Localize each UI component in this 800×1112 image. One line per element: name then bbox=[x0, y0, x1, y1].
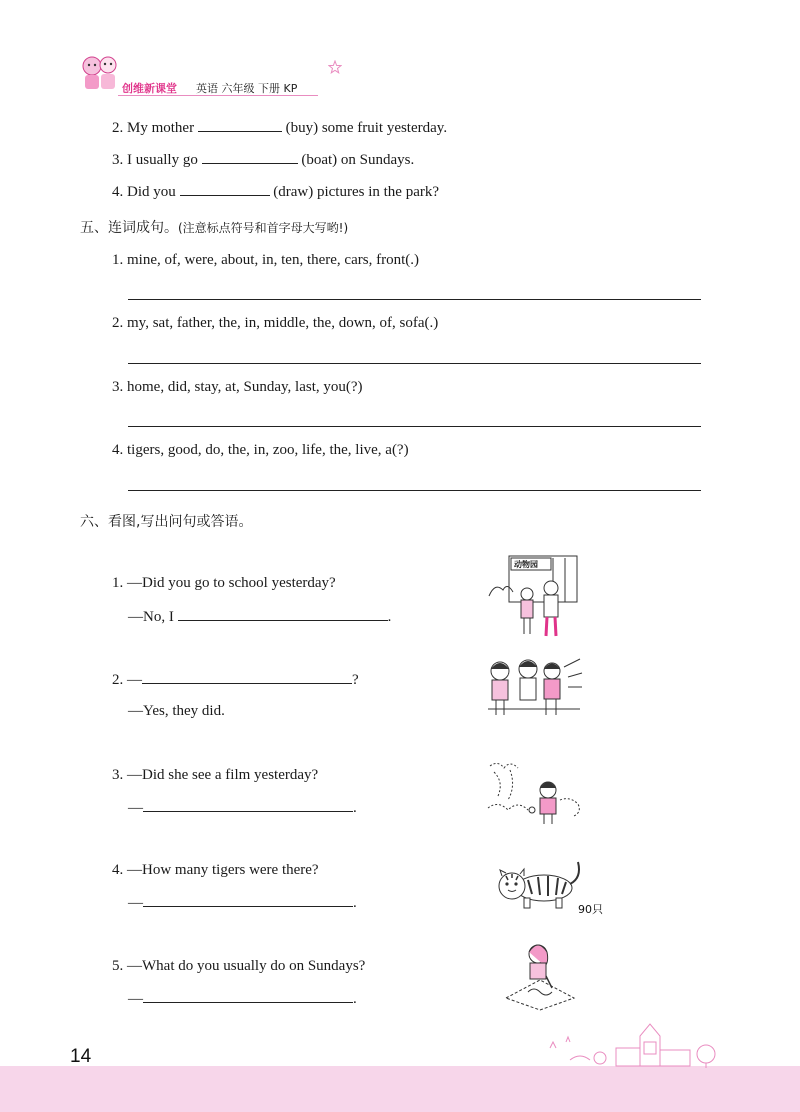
footer-band bbox=[0, 1066, 800, 1112]
picture-question-4 bbox=[112, 860, 319, 880]
answer-line[interactable] bbox=[128, 363, 701, 364]
picture-question-1 bbox=[112, 573, 336, 593]
answer-blank[interactable] bbox=[180, 181, 270, 196]
page-number: 14 bbox=[70, 1046, 92, 1067]
item-number: 2. bbox=[112, 315, 124, 331]
word-order-item-1 bbox=[112, 250, 419, 270]
answer-end: . bbox=[353, 800, 357, 816]
item-text-after: on Sundays. bbox=[340, 152, 415, 168]
fill-blank-item-3 bbox=[112, 149, 414, 170]
footer-castle-decoration bbox=[540, 1020, 740, 1068]
answer-line[interactable] bbox=[128, 299, 701, 300]
item-number: 1. bbox=[112, 575, 124, 591]
word-list: mine, of, were, about, in, ten, there, cars, front(.) bbox=[127, 252, 419, 268]
star-decoration-icon bbox=[328, 60, 342, 74]
item-number: 2. bbox=[112, 120, 124, 136]
word-hint: (draw) bbox=[273, 184, 314, 200]
answer-prefix: — bbox=[128, 895, 143, 911]
question-prefix: — bbox=[127, 672, 142, 688]
zoo-gate-picture bbox=[487, 552, 587, 640]
answer-prefix: — bbox=[128, 800, 143, 816]
answer-blank[interactable] bbox=[143, 892, 353, 907]
picture-question-2 bbox=[112, 669, 359, 690]
picture-question-5 bbox=[112, 956, 365, 976]
word-order-item-4 bbox=[112, 440, 409, 460]
question-blank[interactable] bbox=[142, 669, 352, 684]
page-header bbox=[78, 52, 338, 98]
answer-blank[interactable] bbox=[202, 149, 298, 164]
header-underline bbox=[118, 95, 318, 96]
answer-blank[interactable] bbox=[143, 797, 353, 812]
answer-blank[interactable] bbox=[143, 988, 353, 1003]
item-number: 3. bbox=[112, 379, 124, 395]
question-text: —Did you go to school yesterday? bbox=[127, 575, 336, 591]
item-number: 2. bbox=[112, 672, 124, 688]
answer-line[interactable] bbox=[128, 490, 701, 491]
item-number: 3. bbox=[112, 152, 124, 168]
word-hint: (buy) bbox=[285, 120, 319, 136]
item-number: 4. bbox=[112, 442, 124, 458]
question-text: —Did she see a film yesterday? bbox=[127, 767, 319, 783]
answer-end: . bbox=[353, 991, 357, 1007]
word-order-item-2 bbox=[112, 313, 438, 333]
item-number: 3. bbox=[112, 767, 124, 783]
answer-blank[interactable] bbox=[198, 117, 282, 132]
answer-prefix: —No, I bbox=[128, 609, 174, 625]
fill-blank-item-4 bbox=[112, 181, 439, 202]
word-list: home, did, stay, at, Sunday, last, you(?) bbox=[127, 379, 363, 395]
children-shopping-picture bbox=[484, 657, 584, 717]
section-title: 五、连词成句。 bbox=[80, 220, 178, 236]
answer-line[interactable] bbox=[128, 426, 701, 427]
book-meta: 英语 六年级 下册 KP bbox=[196, 82, 298, 95]
item-text-before: Did you bbox=[127, 184, 176, 200]
section-5-heading bbox=[80, 218, 348, 238]
series-title: 创维新课堂 bbox=[122, 82, 177, 95]
item-number: 1. bbox=[112, 252, 124, 268]
question-text: —How many tigers were there? bbox=[127, 862, 319, 878]
word-hint: (boat) bbox=[301, 152, 338, 168]
picture-question-3 bbox=[112, 765, 318, 785]
header-kids-illustration bbox=[78, 52, 122, 96]
item-number: 4. bbox=[112, 862, 124, 878]
item-text-after: some fruit yesterday. bbox=[321, 120, 448, 136]
answer-blank[interactable] bbox=[178, 606, 388, 621]
girl-drawing-picture bbox=[500, 940, 580, 1012]
section-6-heading: 六、看图,写出问句或答语。 bbox=[80, 514, 253, 530]
answer-end: . bbox=[387, 609, 392, 625]
fill-blank-item-2 bbox=[112, 117, 447, 138]
section-note: (注意标点符号和首字母大写哟!) bbox=[178, 221, 349, 235]
word-list: my, sat, father, the, in, middle, the, down, of, sofa(.) bbox=[127, 315, 439, 331]
item-text-before: My mother bbox=[127, 120, 195, 136]
tiger-quantity-label: 90只 bbox=[578, 903, 603, 916]
girl-in-garden-picture bbox=[484, 758, 584, 826]
picture-answer-2: —Yes, they did. bbox=[128, 703, 225, 719]
picture-answer-5 bbox=[128, 988, 357, 1009]
picture-answer-3 bbox=[128, 797, 357, 818]
question-end: ? bbox=[352, 672, 359, 688]
item-text-after: pictures in the park? bbox=[316, 184, 440, 200]
picture-answer-4 bbox=[128, 892, 357, 913]
item-number: 4. bbox=[112, 184, 124, 200]
tiger-picture bbox=[494, 858, 584, 912]
item-number: 5. bbox=[112, 958, 124, 974]
word-order-item-3 bbox=[112, 377, 363, 397]
item-text-before: I usually go bbox=[127, 152, 198, 168]
picture-answer-1 bbox=[128, 606, 391, 627]
zoo-sign-text: 动物园 bbox=[514, 560, 538, 569]
question-text: —What do you usually do on Sundays? bbox=[127, 958, 366, 974]
answer-prefix: — bbox=[128, 991, 143, 1007]
answer-end: . bbox=[353, 895, 357, 911]
word-list: tigers, good, do, the, in, zoo, life, the, live, a(?) bbox=[127, 442, 409, 458]
